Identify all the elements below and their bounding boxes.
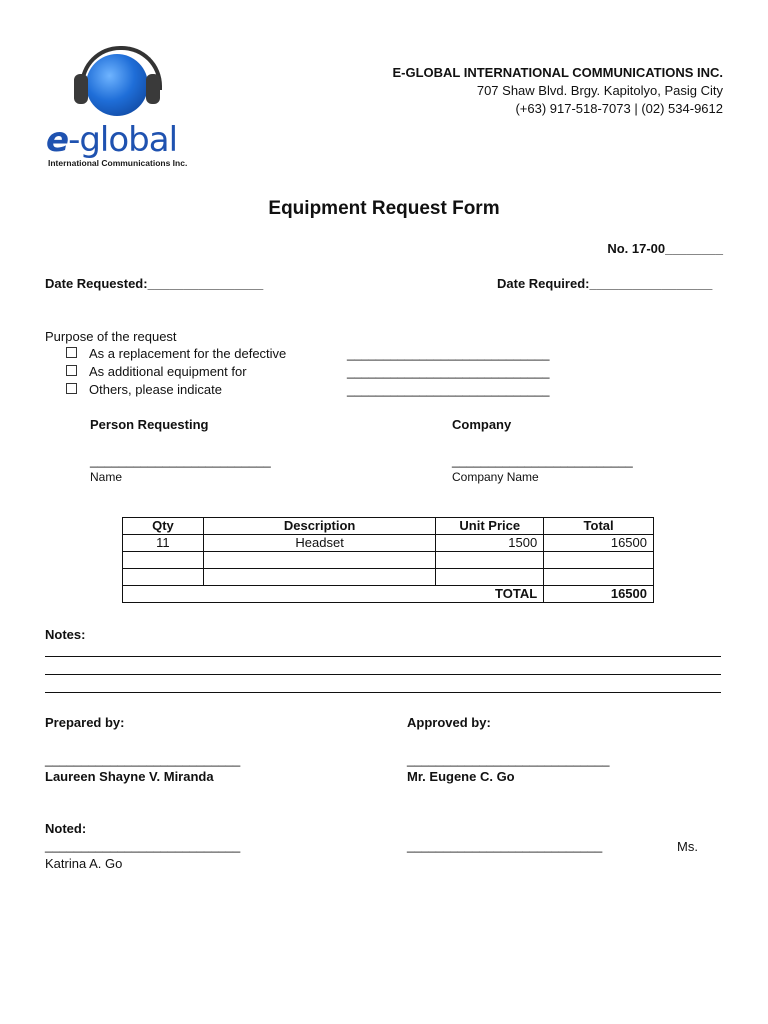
headset-right-cup <box>146 74 160 104</box>
person-requesting-heading: Person Requesting <box>90 417 209 432</box>
company-name-line: _________________________ <box>452 453 633 468</box>
approved-by-heading: Approved by: <box>407 715 491 730</box>
form-number: No. 17-00________ <box>607 241 723 256</box>
col-header-qty: Qty <box>123 518 204 535</box>
cell-qty: 11 <box>123 535 204 552</box>
table-total-row <box>123 586 654 603</box>
cell-qty <box>123 552 204 569</box>
prepared-signature-line: ___________________________ <box>45 752 241 767</box>
date-required: Date Required:_________________ <box>497 276 713 291</box>
cell-unit-price <box>436 569 544 586</box>
name-caption: Name <box>90 470 123 484</box>
noted-signature-line-right: ___________________________ <box>407 838 603 853</box>
checkbox-icon[interactable] <box>66 383 77 394</box>
table-row <box>123 552 654 569</box>
approved-signature-line: ____________________________ <box>407 752 610 767</box>
purpose-option-label: As additional equipment for <box>89 364 247 379</box>
noted-title: Ms. <box>677 839 698 854</box>
noted-signature-line-left: ___________________________ <box>45 838 241 853</box>
date-requested: Date Requested:________________ <box>45 276 264 291</box>
company-heading: Company <box>452 417 512 432</box>
cell-unit-price <box>436 552 544 569</box>
approved-by-name: Mr. Eugene C. Go <box>407 769 515 784</box>
col-header-unit-price: Unit Price <box>436 518 544 535</box>
notes-line[interactable] <box>45 674 721 675</box>
purpose-option[interactable] <box>66 346 549 361</box>
checkbox-icon[interactable] <box>66 365 77 376</box>
globe-icon <box>86 54 148 116</box>
name-line: _________________________ <box>90 453 271 468</box>
purpose-option-line: ____________________________ <box>347 346 550 361</box>
cell-total: 16500 <box>544 535 654 552</box>
purpose-option-label: As a replacement for the defective <box>89 346 287 361</box>
col-header-description: Description <box>203 518 436 535</box>
logo-wordmark: e-global <box>46 120 178 160</box>
items-table <box>122 517 654 603</box>
company-logo <box>36 40 196 172</box>
total-label: TOTAL <box>123 586 544 603</box>
cell-description <box>203 552 436 569</box>
cell-description: Headset <box>203 535 436 552</box>
cell-total <box>544 552 654 569</box>
prepared-by-heading: Prepared by: <box>45 715 125 730</box>
purpose-option-label: Others, please indicate <box>89 382 222 397</box>
prepared-by-name: Laureen Shayne V. Miranda <box>45 769 214 784</box>
table-row <box>123 569 654 586</box>
cell-description <box>203 569 436 586</box>
purpose-option[interactable] <box>66 382 549 397</box>
company-name: E-GLOBAL INTERNATIONAL COMMUNICATIONS INC. <box>392 65 723 80</box>
purpose-heading: Purpose of the request <box>45 329 177 344</box>
company-name-caption: Company Name <box>452 470 539 484</box>
notes-line[interactable] <box>45 656 721 657</box>
logo-tagline: International Communications Inc. <box>48 158 188 168</box>
cell-unit-price: 1500 <box>436 535 544 552</box>
company-phones: (+63) 917-518-7073 | (02) 534-9612 <box>515 101 723 116</box>
headset-left-cup <box>74 74 88 104</box>
cell-qty <box>123 569 204 586</box>
noted-heading: Noted: <box>45 821 87 836</box>
table-row <box>123 535 654 552</box>
cell-total <box>544 569 654 586</box>
notes-heading: Notes: <box>45 627 86 642</box>
company-address: 707 Shaw Blvd. Brgy. Kapitolyo, Pasig City <box>476 83 723 98</box>
purpose-option-line: ____________________________ <box>347 364 550 379</box>
table-header-row <box>123 518 654 535</box>
purpose-option[interactable] <box>66 364 549 379</box>
form-title: Equipment Request Form <box>268 198 500 219</box>
purpose-option-line: ____________________________ <box>347 382 550 397</box>
notes-line[interactable] <box>45 692 721 693</box>
total-value: 16500 <box>544 586 654 603</box>
checkbox-icon[interactable] <box>66 347 77 358</box>
col-header-total: Total <box>544 518 654 535</box>
noted-name: Katrina A. Go <box>45 856 123 871</box>
